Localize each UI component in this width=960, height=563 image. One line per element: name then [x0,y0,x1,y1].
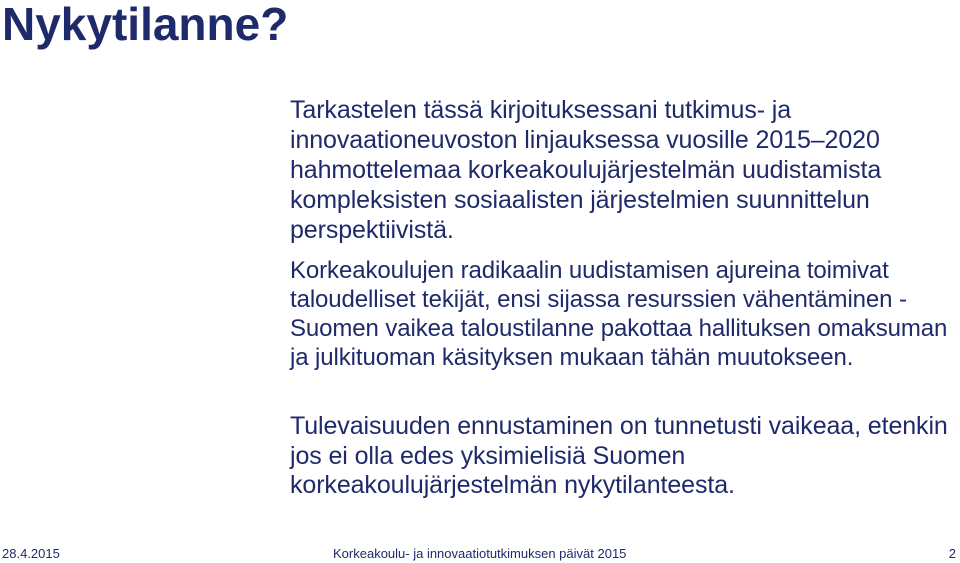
body-paragraph-3: Tulevaisuuden ennustaminen on tunnetusti vaikeaa, etenkin jos ei olla edes yksimielisiä Suomen korkeakoulujärjestelmän nykytilanteesta. [290,412,948,499]
footer-event-title: Korkeakoulu- ja innovaatiotutkimuksen päivät 2015 [333,546,627,561]
body-paragraph-1: Tarkastelen tässä kirjoituksessani tutkimus- ja innovaationeuvoston linjauksessa vuosille 2015–2020 hahmottelemaa korkeakoulujärjestelmän uudistamista kompleksisten sosiaalisten järjestelmien suunnittelun perspektiivistä. [290,96,882,244]
slide-title: Nykytilanne? [2,0,289,50]
body-paragraph-2: Korkeakoulujen radikaalin uudistamisen ajureina toimivat taloudelliset tekijät, ensi sijassa resurssien vähentäminen - Suomen vaikea taloustilanne pakottaa hallituksen omaksuman ja julkituoman käsityksen mukaan tähän muutokseen. [290,257,948,371]
footer-page-number: 2 [948,546,956,561]
footer-date: 28.4.2015 [2,546,60,561]
